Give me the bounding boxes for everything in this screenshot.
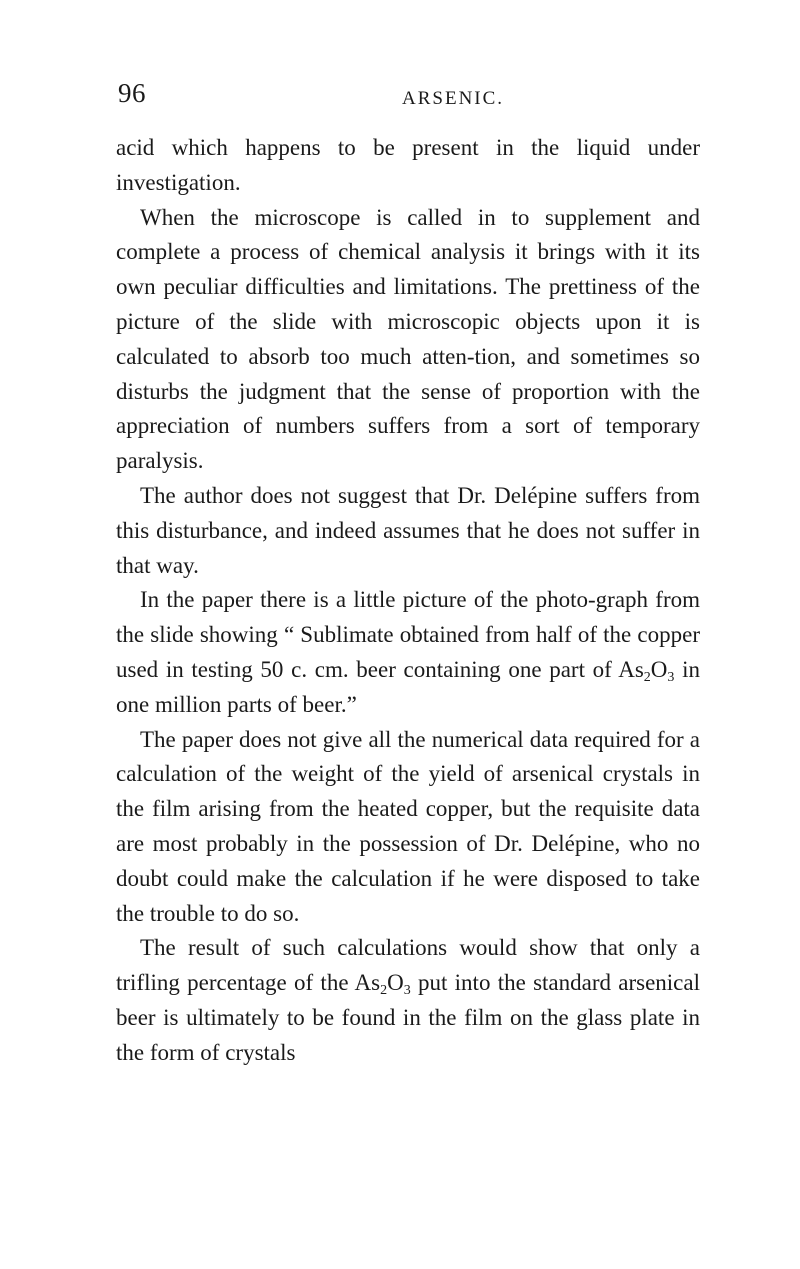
text-segment: O xyxy=(387,970,404,996)
paragraph xyxy=(116,583,700,722)
subscript: 2 xyxy=(643,669,651,685)
text-segment: in one million parts of beer.” xyxy=(116,656,700,717)
subscript: 3 xyxy=(403,983,411,999)
text-segment: acid which happens to be present in the liquid under investigation. xyxy=(116,135,700,195)
paragraph xyxy=(116,201,700,479)
paragraph xyxy=(116,479,700,583)
text-segment: O xyxy=(650,656,668,682)
body-text xyxy=(116,131,700,1071)
paragraph xyxy=(116,931,700,1070)
page-header xyxy=(118,78,698,118)
text-segment: In the paper there is a little picture of the photo-graph from the slide showing “ Sublimate obtained from half of the copper used in testing 50 c. cm. beer containing one part of As xyxy=(116,587,700,682)
text-segment: put into the standard arsenical beer is ultimately to be found in the film on the glass plate in the form of crystals xyxy=(116,970,700,1065)
paragraph xyxy=(116,131,700,201)
subscript: 2 xyxy=(380,983,388,999)
text-segment: When the microscope is called in to supplement and complete a process of chemical analysis it brings with it its own peculiar difficulties and limitations. The prettiness of the picture of the slide with microscopic objects upon it is calculated to absorb too much atten-tion, and sometimes so disturbs the judgment that the sense of proportion with the appreciation of numbers suffers from a sort of temporary paralysis. xyxy=(116,204,700,474)
page-number: 96 xyxy=(118,78,146,108)
running-head: ARSENIC. xyxy=(402,88,505,109)
paragraph xyxy=(116,723,700,932)
text-segment: The result of such calculations would show that only a trifling percentage of the As xyxy=(116,935,700,996)
text-segment: The author does not suggest that Dr. Delépine suffers from this disturbance, and indeed assumes that he does not suffer in that way. xyxy=(116,482,700,578)
text-segment: The paper does not give all the numerical data required for a calculation of the weight of the yield of arsenical crystals in the film arising from the heated copper, but the requisite data are most probably in the possession of Dr. Delépine, who no doubt could make the calculation if he were disposed to take the trouble to do so. xyxy=(116,726,700,926)
subscript: 3 xyxy=(667,669,675,685)
